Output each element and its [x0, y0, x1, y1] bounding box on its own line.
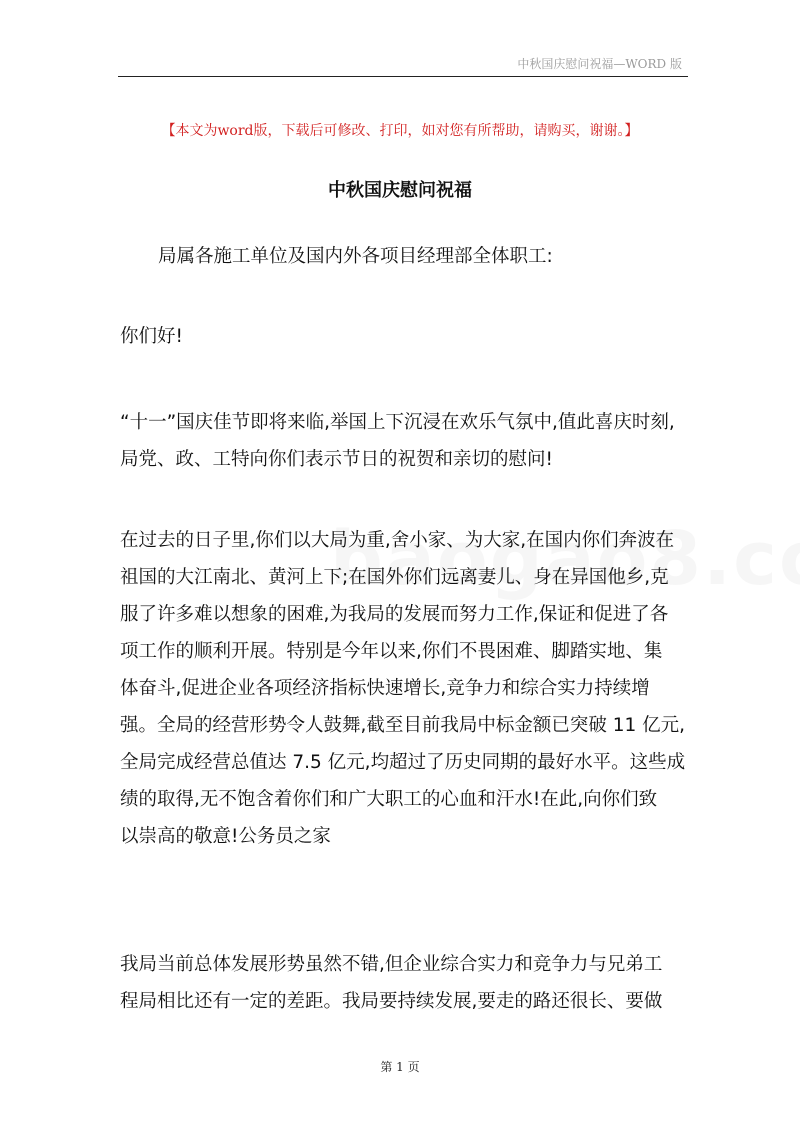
paragraph-line: 强。全局的经营形势令人鼓舞,截至目前我局中标金额已突破 11 亿元, — [120, 715, 686, 736]
paragraph-line: 程局相比还有一定的差距。我局要持续发展,要走的路还很长、要做 — [120, 991, 663, 1012]
document-title: 中秋国庆慰问祝福 — [328, 180, 472, 201]
paragraph-line: 全局完成经营总值达 7.5 亿元,均超过了历史同期的最好水平。这些成 — [120, 752, 686, 773]
paragraph-3 — [120, 946, 684, 1020]
paragraph-2 — [120, 522, 684, 855]
purchase-notice: 【本文为word版，下载后可修改、打印，如对您有所帮助，请购买，谢谢。】 — [161, 123, 639, 139]
greeting-line: 你们好! — [120, 326, 183, 347]
paragraph-line: 以崇高的敬意!公务员之家 — [120, 826, 331, 847]
header-divider — [118, 76, 688, 77]
paragraph-line: 绩的取得,无不饱含着你们和广大职工的心血和汗水!在此,向你们致 — [120, 789, 658, 810]
paragraph-line: 局党、政、工特向你们表示节日的祝贺和亲切的慰问! — [120, 449, 553, 470]
paragraph-line: 服了许多难以想象的困难,为我局的发展而努力工作,保证和促进了各 — [120, 604, 669, 625]
page-header-title: 中秋国庆慰问祝福—WORD 版 — [517, 57, 682, 71]
page-number: 第 1 页 — [380, 1060, 420, 1074]
paragraph-line: “十一”国庆佳节即将来临,举国上下沉浸在欢乐气氛中,值此喜庆时刻, — [120, 412, 675, 433]
paragraph-line: 项工作的顺利开展。特别是今年以来,你们不畏困难、脚踏实地、集 — [120, 641, 663, 662]
paragraph-line: 在过去的日子里,你们以大局为重,舍小家、为大家,在国内你们奔波在 — [120, 530, 675, 551]
paragraph-line: 体奋斗,促进企业各项经济指标快速增长,竞争力和综合实力持续增 — [120, 678, 650, 699]
paragraph-line: 祖国的大江南北、黄河上下;在国外你们远离妻儿、身在异国他乡,克 — [120, 567, 669, 588]
paragraph-line: 我局当前总体发展形势虽然不错,但企业综合实力和竞争力与兄弟工 — [120, 954, 663, 975]
paragraph-1 — [120, 404, 684, 478]
addressee-line: 局属各施工单位及国内外各项目经理部全体职工: — [158, 246, 553, 267]
